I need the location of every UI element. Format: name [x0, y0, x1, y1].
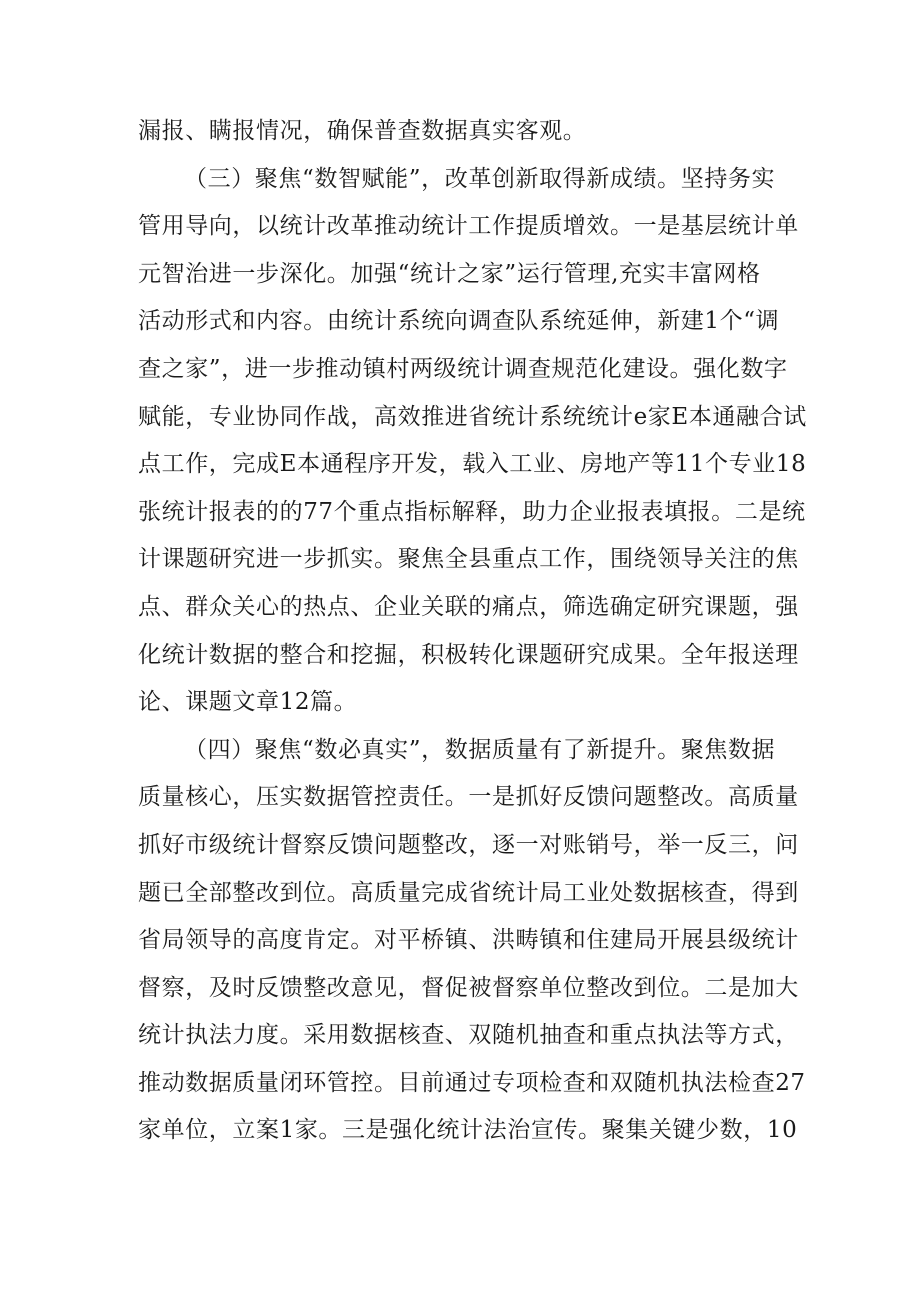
text-line: 点工作，完成E本通程序开发，载入工业、房地产等11个专业18 — [138, 451, 807, 478]
text-line: 赋能，专业协同作战，高效推进省统计系统统计e家E本通融合试 — [138, 403, 807, 430]
text-line: 督察，及时反馈整改意见，督促被督察单位整改到位。二是加大 — [138, 974, 799, 1001]
text-line: 统计执法力度。采用数据核查、双随机抽查和重点执法等方式， — [138, 1022, 799, 1049]
text-line: 活动形式和内容。由统计系统向调查队系统延伸，新建1个“调 — [138, 308, 780, 335]
text-line: 计课题研究进一步抓实。聚焦全县重点工作，围绕领导关注的焦 — [138, 546, 799, 573]
text-line: 论、课题文章12篇。 — [138, 689, 358, 716]
text-line: 张统计报表的的77个重点指标解释，助力企业报表填报。二是统 — [138, 498, 806, 525]
text-line: 抓好市级统计督察反馈问题整改，逐一对账销号，举一反三，问 — [138, 831, 799, 858]
text-line: 质量核心，压实数据管控责任。一是抓好反馈问题整改。高质量 — [138, 784, 799, 811]
text-line: 题已全部整改到位。高质量完成省统计局工业处数据核查，得到 — [138, 879, 799, 906]
section-heading-line: （四）聚焦“数必真实”，数据质量有了新提升。聚焦数据 — [184, 736, 776, 763]
text-line: 推动数据质量闭环管控。目前通过专项检查和双随机执法检查27 — [138, 1069, 806, 1096]
text-line: 元智治进一步深化。加强“统计之家”运行管理,充实丰富网格 — [138, 260, 761, 287]
text-line: 管用导向，以统计改革推动统计工作提质增效。一是基层统计单 — [138, 213, 799, 240]
section-heading-line: （三）聚焦“数智赋能”，改革创新取得新成绩。坚持务实 — [184, 165, 776, 192]
text-line: 化统计数据的整合和挖掘，积极转化课题研究成果。全年报送理 — [138, 641, 799, 668]
text-line: 家单位，立案1家。三是强化统计法治宣传。聚集关键少数，10 — [138, 1117, 798, 1144]
body-text — [138, 108, 807, 1155]
text-line: 查之家”，进一步推动镇村两级统计调查规范化建设。强化数字 — [138, 355, 788, 382]
text-line: 漏报、瞒报情况，确保普查数据真实客观。 — [138, 118, 587, 144]
text-line: 点、群众关心的热点、企业关联的痛点，筛选确定研究课题，强 — [138, 593, 799, 620]
text-line: 省局领导的高度肯定。对平桥镇、洪畴镇和住建局开展县级统计 — [138, 927, 799, 954]
